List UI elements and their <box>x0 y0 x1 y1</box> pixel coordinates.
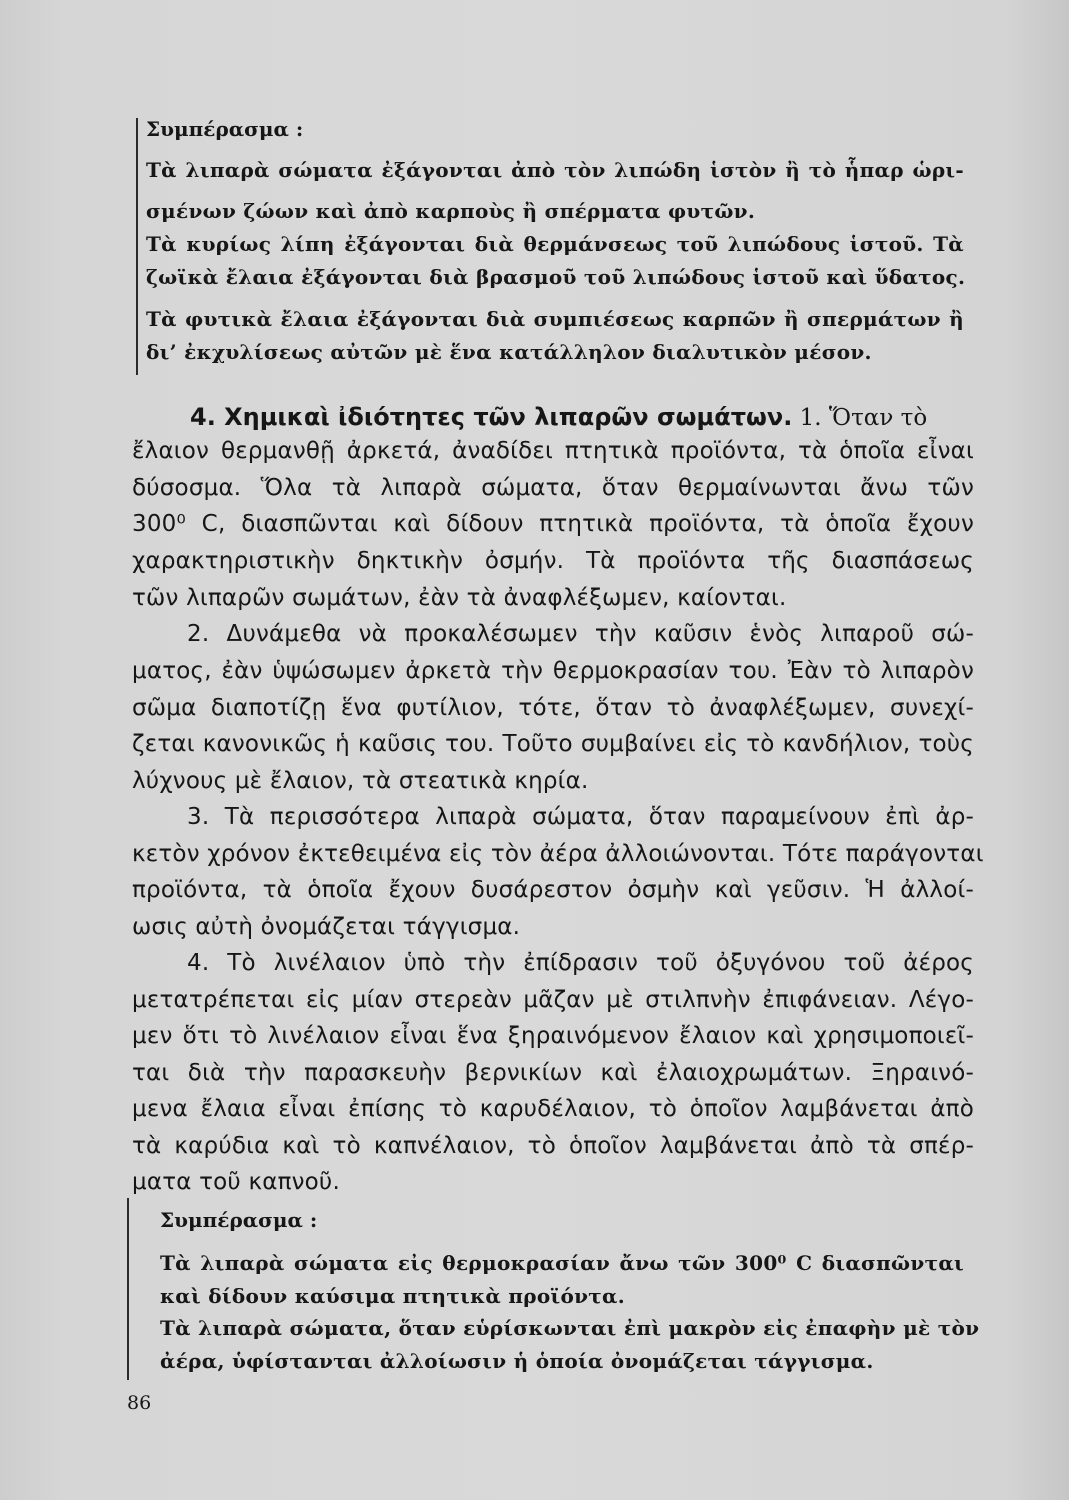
body-line: ζεται κανονικῶς ἡ καῦσις του. Τοῦτο συμβαίνει εἰς τὸ κανδήλιον, τοὺς <box>132 731 974 757</box>
summary-line: Τὰ λιπαρὰ σώματα, ὅταν εὑρίσκωνται ἐπὶ μακρὸν εἰς ἐπαφὴν μὲ τὸν <box>160 1316 980 1340</box>
body-line: 2. Δυνάμεθα νὰ προκαλέσωμεν τὴν καῦσιν ἑνὸς λιπαροῦ σώ- <box>187 621 974 647</box>
body-line: 4. Τὸ λινέλαιον ὑπὸ τὴν ἐπίδρασιν τοῦ ὀξυγόνου τοῦ ἀέρος <box>187 950 974 976</box>
summary-box <box>127 1198 129 1380</box>
body-line: ματος, ἐὰν ὑψώσωμεν ἀρκετὰ τὴν θερμοκρασίαν του. Ἐὰν τὸ λιπαρὸν <box>132 658 974 684</box>
body-line: δύσοσμα. Ὅλα τὰ λιπαρὰ σώματα, ὅταν θερμαίνωνται ἄνω τῶν <box>132 475 974 501</box>
summary-line: ἀέρα, ὑφίστανται ἀλλοίωσιν ἡ ὁποία ὀνομάζεται τάγγισμα. <box>160 1349 874 1373</box>
summary-line: Τὰ λιπαρὰ σώματα εἰς θερμοκρασίαν ἄνω τῶν 300⁰ C διασπῶνται <box>160 1251 964 1275</box>
body-line: λύχνους μὲ ἔλαιον, τὰ στεατικὰ κηρία. <box>132 768 589 794</box>
summary-box <box>136 118 138 375</box>
body-line: ματα τοῦ καπνοῦ. <box>132 1169 340 1195</box>
summary-line: Τὰ φυτικὰ ἔλαια ἐξάγονται διὰ συμπιέσεως καρπῶν ἢ σπερμάτων ἢ <box>146 307 964 331</box>
section-heading-rest: 1. Ὅταν τὸ <box>792 405 928 431</box>
body-line: 3. Τὰ περισσότερα λιπαρὰ σώματα, ὅταν παραμείνουν ἐπὶ ἀρ- <box>187 804 974 830</box>
summary-line: Τὰ κυρίως λίπη ἐξάγονται διὰ θερμάνσεως τοῦ λιπώδους ἱστοῦ. Τὰ <box>146 232 964 256</box>
body-line: σῶμα διαποτίζῃ ἕνα φυτίλιον, τότε, ὅταν τὸ ἀναφλέξωμεν, συνεχί- <box>132 695 974 721</box>
body-line: ωσις αὐτὴ ὀνομάζεται τάγγισμα. <box>132 914 521 940</box>
body-line: μεν ὅτι τὸ λινέλαιον εἶναι ἕνα ξηραινόμενον ἔλαιον καὶ χρησιμοποιεῖ- <box>132 1023 974 1049</box>
body-line: κετὸν χρόνον ἐκτεθειμένα εἰς τὸν ἀέρα ἀλλοιώνονται. Τότε παράγονται <box>132 841 984 867</box>
summary-line: ζωϊκὰ ἔλαια ἐξάγονται διὰ βρασμοῦ τοῦ λιπώδους ἱστοῦ καὶ ὕδατος. <box>146 265 966 289</box>
summary-line: σμένων ζώων καὶ ἀπὸ καρποὺς ἢ σπέρματα φυτῶν. <box>146 199 756 223</box>
body-line: χαρακτηριστικὴν δηκτικὴν ὀσμήν. Τὰ προϊόντα τῆς διασπάσεως <box>132 548 974 574</box>
body-line: ἔλαιον θερμανθῇ ἀρκετά, ἀναδίδει πτητικὰ προϊόντα, τὰ ὁποῖα εἶναι <box>132 438 974 464</box>
summary-title: Συμπέρασμα : <box>146 117 304 141</box>
body-line: τῶν λιπαρῶν σωμάτων, ἐὰν τὰ ἀναφλέξωμεν, καίονται. <box>132 585 787 611</box>
body-line: τὰ καρύδια καὶ τὸ καπνέλαιον, τὸ ὁποῖον λαμβάνεται ἀπὸ τὰ σπέρ- <box>132 1133 974 1159</box>
body-line: ται διὰ τὴν παρασκευὴν βερνικίων καὶ ἐλαιοχρωμάτων. Ξηραινό- <box>132 1060 974 1086</box>
summary-title: Συμπέρασμα : <box>160 1208 318 1232</box>
body-line: μενα ἔλαια εἶναι ἐπίσης τὸ καρυδέλαιον, τὸ ὁποῖον λαμβάνεται ἀπὸ <box>132 1096 974 1122</box>
summary-line: καὶ δίδουν καύσιμα πτητικὰ προϊόντα. <box>160 1284 626 1308</box>
summary-line: Τὰ λιπαρὰ σώματα ἐξάγονται ἀπὸ τὸν λιπώδη ἱστὸν ἢ τὸ ἧπαρ ὡρι- <box>146 158 964 182</box>
body-line: προϊόντα, τὰ ὁποῖα ἔχουν δυσάρεστον ὀσμὴν καὶ γεῦσιν. Ἡ ἀλλοί- <box>132 877 974 903</box>
section-heading: 4. Χημικαὶ ἰδιότητες τῶν λιπαρῶν σωμάτων. <box>190 403 793 431</box>
body-line: μετατρέπεται εἰς μίαν στερεὰν μᾶζαν μὲ στιλπνὴν ἐπιφάνειαν. Λέγο- <box>132 987 974 1013</box>
section-heading-line <box>190 403 927 431</box>
body-line: 300⁰ C, διασπῶνται καὶ δίδουν πτητικὰ προϊόντα, τὰ ὁποῖα ἔχουν <box>132 511 974 537</box>
page-number: 86 <box>127 1392 152 1414</box>
summary-line: δι’ ἐκχυλίσεως αὐτῶν μὲ ἕνα κατάλληλον διαλυτικὸν μέσον. <box>146 340 872 364</box>
